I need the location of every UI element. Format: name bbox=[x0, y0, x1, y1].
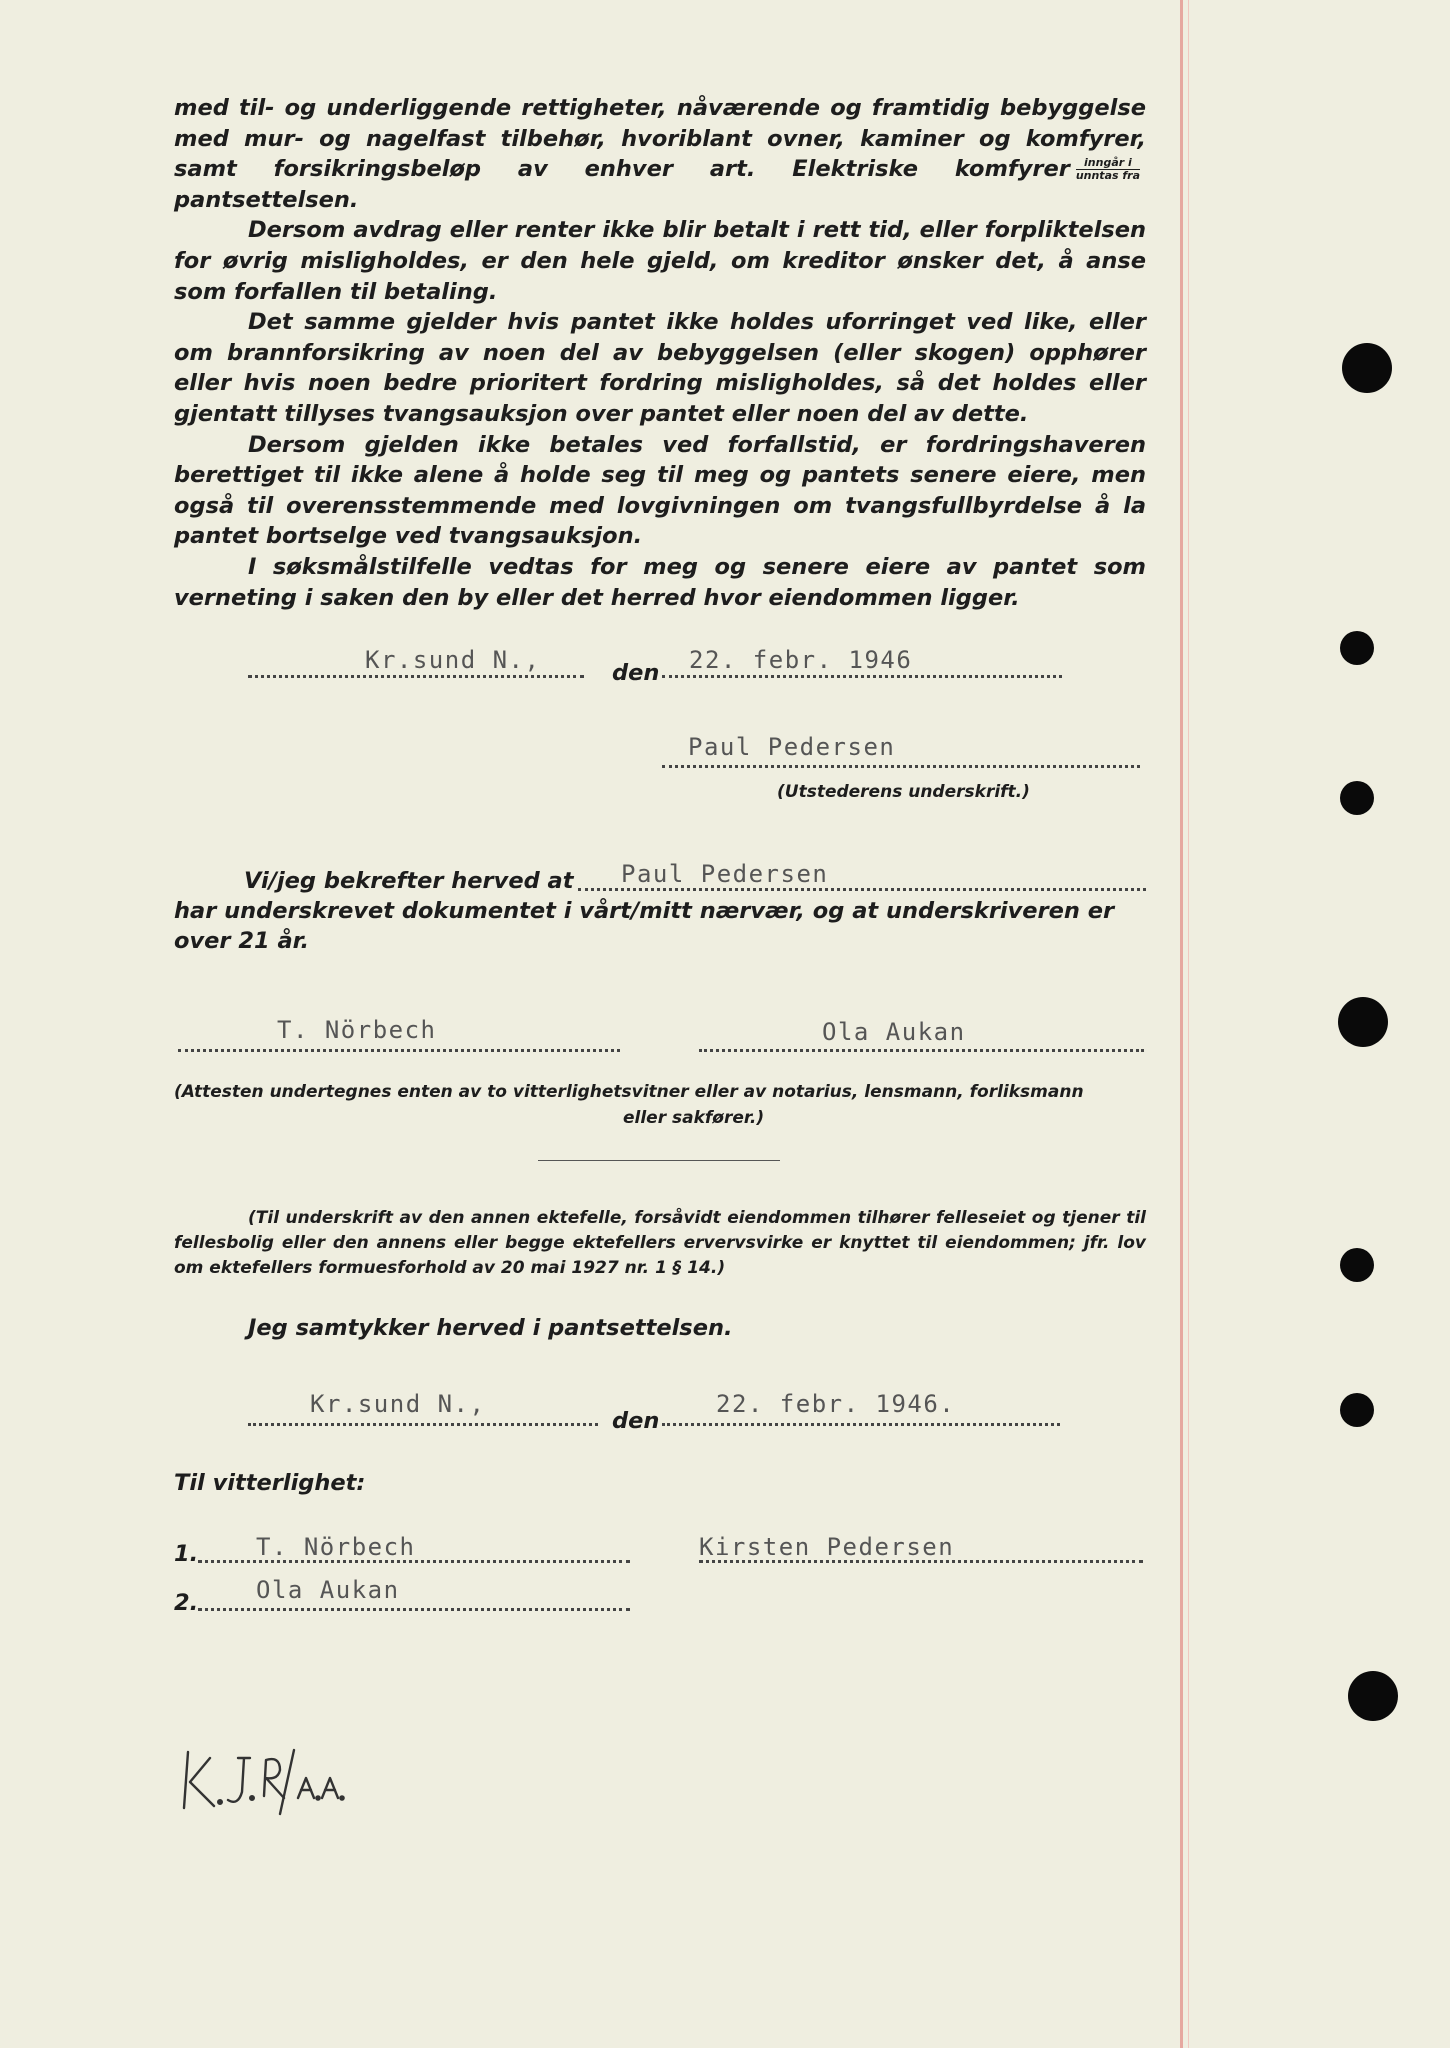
fraction-top: inngår i bbox=[1076, 157, 1140, 170]
den-label: den bbox=[612, 660, 660, 686]
handwritten-initials bbox=[180, 1740, 390, 1820]
place-dotted-line bbox=[248, 675, 584, 678]
terms-text: pantsettelsen. bbox=[174, 186, 359, 213]
margin-line bbox=[1180, 0, 1183, 2048]
punch-hole bbox=[1340, 1393, 1374, 1427]
fraction-bottom: unntas fra bbox=[1075, 169, 1140, 183]
witness-heading: Til vitterlighet: bbox=[174, 1470, 366, 1496]
issue-date: 22. febr. 1946 bbox=[689, 646, 913, 674]
fraction-choice bbox=[1076, 157, 1140, 182]
spouse-witness-2-dotted-line bbox=[198, 1608, 630, 1611]
spouse-note: (Til underskrift av den annen ektefelle, forsåvidt eiendommen tilhører felleseiet og tjener til fellesbolig eller den annens eller begge ektefellers ervervsvirke er knyttet til eiendommen; jfr. lov om ektefellers formuesforhold av 20 mai 1927 nr. 1 § 14.) bbox=[174, 1208, 1146, 1278]
terms-text: med til- og underliggende rettigheter, nåværende og framtidig bebyggelse med mur- og nagelfast tilbehør, hvoriblant ovner, kaminer og komfyrer, samt forsikringsbeløp av enhver art. Elektriske komfyrer bbox=[174, 95, 1146, 183]
spouse-signature-dotted-line bbox=[699, 1560, 1143, 1563]
confirmation-dotted-line bbox=[578, 888, 1146, 891]
spouse-den-label: den bbox=[612, 1408, 660, 1434]
witness-number-2: 2. bbox=[174, 1590, 199, 1616]
spouse-signature: Kirsten Pedersen bbox=[699, 1533, 955, 1561]
punch-hole bbox=[1348, 1671, 1398, 1721]
punch-hole bbox=[1340, 781, 1374, 815]
spouse-place: Kr.sund N., bbox=[310, 1390, 486, 1418]
spouse-date: 22. febr. 1946. bbox=[716, 1390, 956, 1418]
date-dotted-line bbox=[662, 675, 1062, 678]
spouse-date-dotted-line bbox=[662, 1423, 1060, 1426]
confirmation-prefix: Vi/jeg bekrefter herved at bbox=[244, 868, 574, 894]
consent-text: Jeg samtykker herved i pantsettelsen. bbox=[248, 1315, 733, 1341]
witness-2-dotted-line bbox=[699, 1049, 1144, 1052]
punch-hole bbox=[1340, 1248, 1374, 1282]
issue-place: Kr.sund N., bbox=[365, 646, 541, 674]
confirmation-line-2: har underskrevet dokumentet i vårt/mitt nærvær, og at underskriveren er bbox=[174, 898, 1115, 924]
terms-paragraph-1 bbox=[174, 93, 1146, 215]
punch-hole bbox=[1340, 631, 1374, 665]
issuer-signature: Paul Pedersen bbox=[688, 733, 896, 761]
spouse-place-dotted-line bbox=[248, 1423, 598, 1426]
terms-paragraph-5: I søksmålstilfelle vedtas for meg og senere eiere av pantet som verneting i saken den by eller det herred hvor eiendommen ligger. bbox=[174, 553, 1146, 611]
section-divider bbox=[538, 1160, 780, 1161]
attestation-note-line-2: eller sakfører.) bbox=[623, 1108, 765, 1128]
terms-paragraph-3: Det samme gjelder hvis pantet ikke holdes uforringet ved like, eller om brannforsikring av noen del av bebyggelsen (eller skogen) opphører eller hvis noen bedre prioritert fordring misligholdes, så det holdes eller gjentatt tillyses tvangsauksjon over pantet eller noen del av dette. bbox=[174, 309, 1146, 427]
spouse-witness-2-name: Ola Aukan bbox=[256, 1576, 400, 1604]
punch-hole bbox=[1338, 997, 1388, 1047]
printed-terms bbox=[174, 93, 1146, 613]
witness-1-dotted-line bbox=[178, 1049, 620, 1052]
signature-caption: (Utstederens underskrift.) bbox=[777, 782, 1030, 802]
punch-hole bbox=[1342, 343, 1392, 393]
attestation-note-line-1: (Attesten undertegnes enten av to vitterlighetsvitner eller av notarius, lensmann, forliksmann bbox=[174, 1082, 1084, 1102]
confirmed-name: Paul Pedersen bbox=[621, 860, 829, 888]
witness-1-name: T. Nörbech bbox=[277, 1016, 437, 1044]
witness-number-1: 1. bbox=[174, 1541, 199, 1567]
confirmation-line-3: over 21 år. bbox=[174, 928, 310, 954]
spouse-witness-1-name: T. Nörbech bbox=[256, 1533, 416, 1561]
witness-2-name: Ola Aukan bbox=[822, 1018, 966, 1046]
margin-line-secondary bbox=[1188, 0, 1189, 2048]
terms-paragraph-2: Dersom avdrag eller renter ikke blir betalt i rett tid, eller forpliktelsen for øvrig misligholdes, er den hele gjeld, om kreditor ønsker det, å anse som forfallen til betaling. bbox=[174, 217, 1146, 305]
signature-dotted-line bbox=[662, 765, 1140, 768]
terms-paragraph-4: Dersom gjelden ikke betales ved forfallstid, er fordringshaveren berettiget til ikke alene å holde seg til meg og pantets senere eiere, men også til overensstemmende med lovgivningen om tvangsfullbyrdelse å la pantet bortselge ved tvangsauksjon. bbox=[174, 431, 1146, 550]
